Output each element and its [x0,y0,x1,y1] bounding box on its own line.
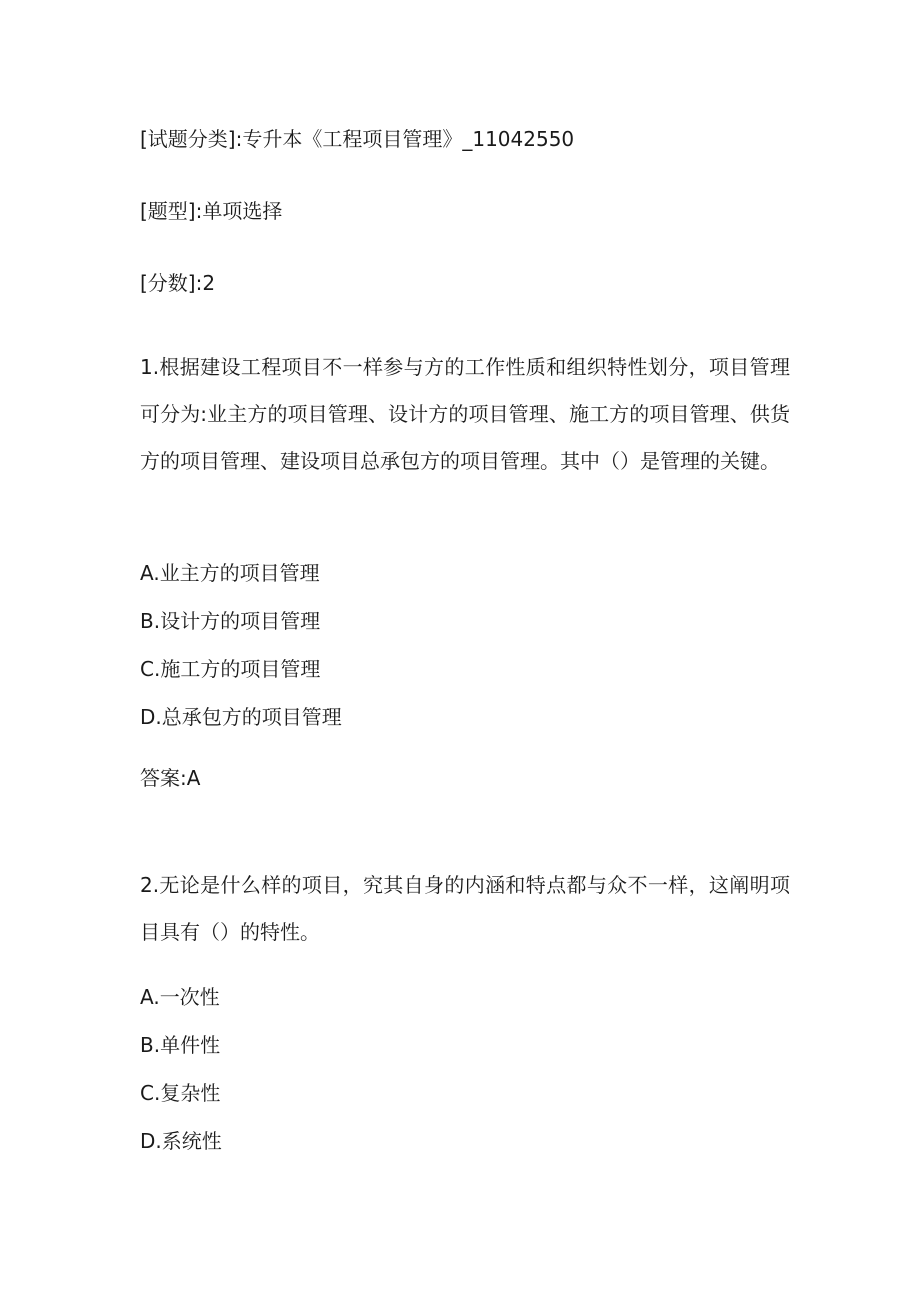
question-1-stem: 1.根据建设工程项目不一样参与方的工作性质和组织特性划分，项目管理可分为:业主方的项目管理、设计方的项目管理、施工方的项目管理、供货方的项目管理、建设项目总承包方的项目管理。其中（）是管理的关键。 [140,355,790,473]
question-type-line: [题型]:单项选择 [140,199,283,223]
question-2-option-d: D.系统性 [140,1129,222,1153]
question-2-stem: 2.无论是什么样的项目，究其自身的内涵和特点都与众不一样，这阐明项目具有（）的特性。 [140,873,790,944]
category-line: [试题分类]:专升本《工程项目管理》_11042550 [140,127,575,151]
question-2-option-a: A.一次性 [140,985,220,1009]
question-1-option-a: A.业主方的项目管理 [140,561,320,585]
question-1-option-c: C.施工方的项目管理 [140,657,321,681]
question-1-option-b: B.设计方的项目管理 [140,609,321,633]
question-1-option-d: D.总承包方的项目管理 [140,705,342,729]
question-1-answer: 答案:A [140,766,201,790]
score-line: [分数]:2 [140,271,216,295]
question-2-option-c: C.复杂性 [140,1081,221,1105]
question-2-option-b: B.单件性 [140,1033,221,1057]
